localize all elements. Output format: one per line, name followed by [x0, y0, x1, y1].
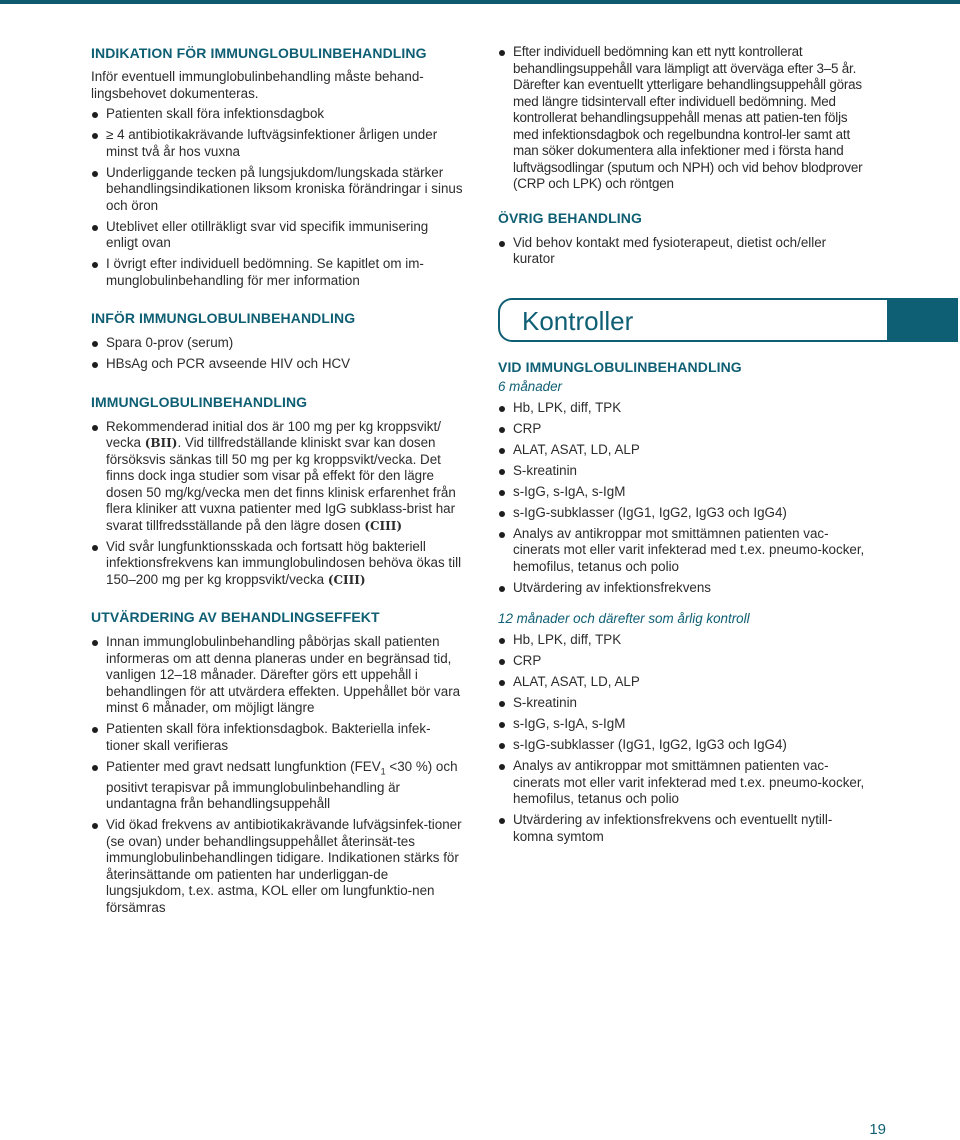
fev-subscript: 1 [380, 766, 386, 777]
list-item: ALAT, ASAT, LD, ALP [498, 674, 870, 691]
dose-text: Vid svår lungfunktionsskada och fortsatt hög bakteriell infektionsfrekvens kan immunglobulindosen behöva ökas till 150–200 mg per kg kroppsvikt/vecka [106, 538, 462, 587]
section-behandling [91, 393, 463, 589]
fev-text: Patienter med gravt nedsatt lungfunktion (FEV [106, 758, 381, 774]
ovrig-list [498, 235, 870, 268]
kontroller-list-6 [498, 400, 870, 597]
list-item: Underliggande tecken på lungsjukdom/lungskada stärker behandlingsindikationen liksom kroniska förändringar i sinus och öron [91, 165, 463, 215]
heading-utvardering: UTVÄRDERING AV BEHANDLINGSEFFEKT [91, 609, 380, 625]
list-item: Analys av antikroppar mot smittämnen patienten vac-cinerats mot eller varit infekterad med t.ex. pneumo-kocker, hemofilus, tetanus och polio [498, 526, 870, 576]
evidence-grade: (BII) [144, 436, 178, 450]
heading-vid-behandling: VID IMMUNGLOBULINBEHANDLING [498, 358, 742, 375]
kontroller-accent-block [887, 298, 958, 342]
list-item [91, 759, 463, 813]
list-item: s-IgG-subklasser (IgG1, IgG2, IgG3 och IgG4) [498, 737, 870, 754]
list-item: Patienten skall föra infektionsdagbok. Bakteriella infek-tioner skall verifieras [91, 721, 463, 754]
list-item [91, 539, 463, 589]
kontroller-list-12 [498, 632, 870, 845]
list-item: s-IgG, s-IgA, s-IgM [498, 716, 870, 733]
list-item: I övrigt efter individuell bedömning. Se kapitlet om im-munglobulinbehandling för mer information [91, 256, 463, 289]
list-item: Efter individuell bedömning kan ett nytt kontrollerat behandlingsuppehåll vara lämpligt att överväga efter 3–5 år. Därefter kan eventuellt ytterligare behandlingsuppehåll göras med längre tidsintervall efter individuell bedömning. Med kontrollerat behandlingsuppehåll menas att patien-ten följs med infektionsdagbok och regelbundna kontrol-ler samt att man söker dokumentera alla infektioner med i första hand luftvägsodlingar (sputum och NPH) och vid behov blodprover (CRP och LPK) och röntgen [498, 44, 870, 193]
heading-ovrig: ÖVRIG BEHANDLING [498, 209, 642, 226]
indikation-intro: Inför eventuell immunglobulinbehandling måste behand-lingsbehovet dokumenteras. [91, 69, 424, 101]
indikation-list [91, 106, 463, 289]
utvardering-list [91, 634, 463, 916]
kontroller-banner [498, 298, 958, 342]
section-infor [91, 309, 463, 373]
dose-text-cont: . Vid tillfredställande kliniskt svar kan dosen försöksvis sänkas till 50 mg per kg kroppsvikt/vecka. Det finns dock inga studier som visar på effekt för den lägre dosen 50 mg/kg/vecka men det finns klinisk erfarenhet från flera kliniker att vuxna patienter med IgG subklass-brist har svarat tillfredsställande på den lägre dosen [106, 435, 456, 533]
list-item: Spara 0-prov (serum) [91, 335, 463, 352]
list-item: ≥ 4 antibiotikakrävande luftvägsinfektioner årligen under minst två år hos vuxna [91, 127, 463, 160]
list-item: CRP [498, 653, 870, 670]
list-item: S-kreatinin [498, 695, 870, 712]
heading-indikation: INDIKATION FÖR IMMUNGLOBULINBEHANDLING [91, 45, 427, 61]
list-item: ALAT, ASAT, LD, ALP [498, 442, 870, 459]
section-ovrig [498, 209, 870, 268]
kontroller-title: Kontroller [522, 305, 634, 336]
list-item: Utvärdering av infektionsfrekvens och eventuellt nytill-komna symtom [498, 812, 870, 845]
list-item: Innan immunglobulinbehandling påbörjas skall patienten informeras om att denna planeras under en begränsad tid, vanligen 12–18 månader. Därefter görs ett uppehåll i behandlingen för att utvärdera effekten. Uppehållet bör vara minst 6 månader, om möjligt längre [91, 634, 463, 717]
behandling-list [91, 419, 463, 589]
section-indikation [91, 44, 463, 289]
evidence-grade: (CIII) [327, 572, 366, 587]
list-item [91, 419, 463, 535]
list-item: Utvärdering av infektionsfrekvens [498, 580, 870, 597]
right-column [498, 44, 870, 850]
list-item: Patienten skall föra infektionsdagbok [91, 106, 463, 123]
dose-text: Rekommenderad initial dos är 100 mg per kg kroppsvikt/ vecka [106, 418, 441, 450]
list-item: CRP [498, 421, 870, 438]
list-item: Analys av antikroppar mot smittämnen patienten vac-cinerats mot eller varit infekterad med t.ex. pneumo-kocker, hemofilus, tetanus och polio [498, 758, 870, 808]
uppehall-list [498, 44, 870, 193]
left-column [91, 44, 463, 921]
list-item: Uteblivet eller otillräkligt svar vid specifik immunisering enligt ovan [91, 219, 463, 252]
subheading-6-manader: 6 månader [498, 378, 563, 394]
evidence-grade: (CIII) [364, 518, 403, 533]
subheading-12-manader: 12 månader och därefter som årlig kontroll [498, 611, 750, 626]
list-item: s-IgG-subklasser (IgG1, IgG2, IgG3 och IgG4) [498, 505, 870, 522]
list-item: HBsAg och PCR avseende HIV och HCV [91, 356, 463, 373]
list-item: Hb, LPK, diff, TPK [498, 400, 870, 417]
list-item: Vid behov kontakt med fysioterapeut, dietist och/eller kurator [498, 235, 870, 268]
section-kontroller [498, 358, 870, 846]
heading-infor: INFÖR IMMUNGLOBULINBEHANDLING [91, 310, 356, 326]
page-number: 19 [869, 1121, 886, 1138]
fev-text-cont: <30 %) och positivt terapisvar på immunglobulinbehandling är undantagna från behandlingsuppehåll [106, 758, 458, 812]
infor-list [91, 335, 463, 373]
list-item: s-IgG, s-IgA, s-IgM [498, 484, 870, 501]
section-utvardering [91, 608, 463, 916]
list-item: Hb, LPK, diff, TPK [498, 632, 870, 649]
list-item: Vid ökad frekvens av antibiotikakrävande lufvägsinfek-tioner (se ovan) under behandlingsuppehållet återinsät-tes immunglobulinbehandlingen tidigare. Indikationen stärks för återinsättande om patienten har underliggan-de lungsjukdom, t.ex. astma, KOL eller om lungfunktio-nen försämras [91, 817, 463, 916]
heading-behandling: IMMUNGLOBULINBEHANDLING [91, 393, 308, 410]
list-item: S-kreatinin [498, 463, 870, 480]
top-accent-bar [0, 0, 960, 4]
